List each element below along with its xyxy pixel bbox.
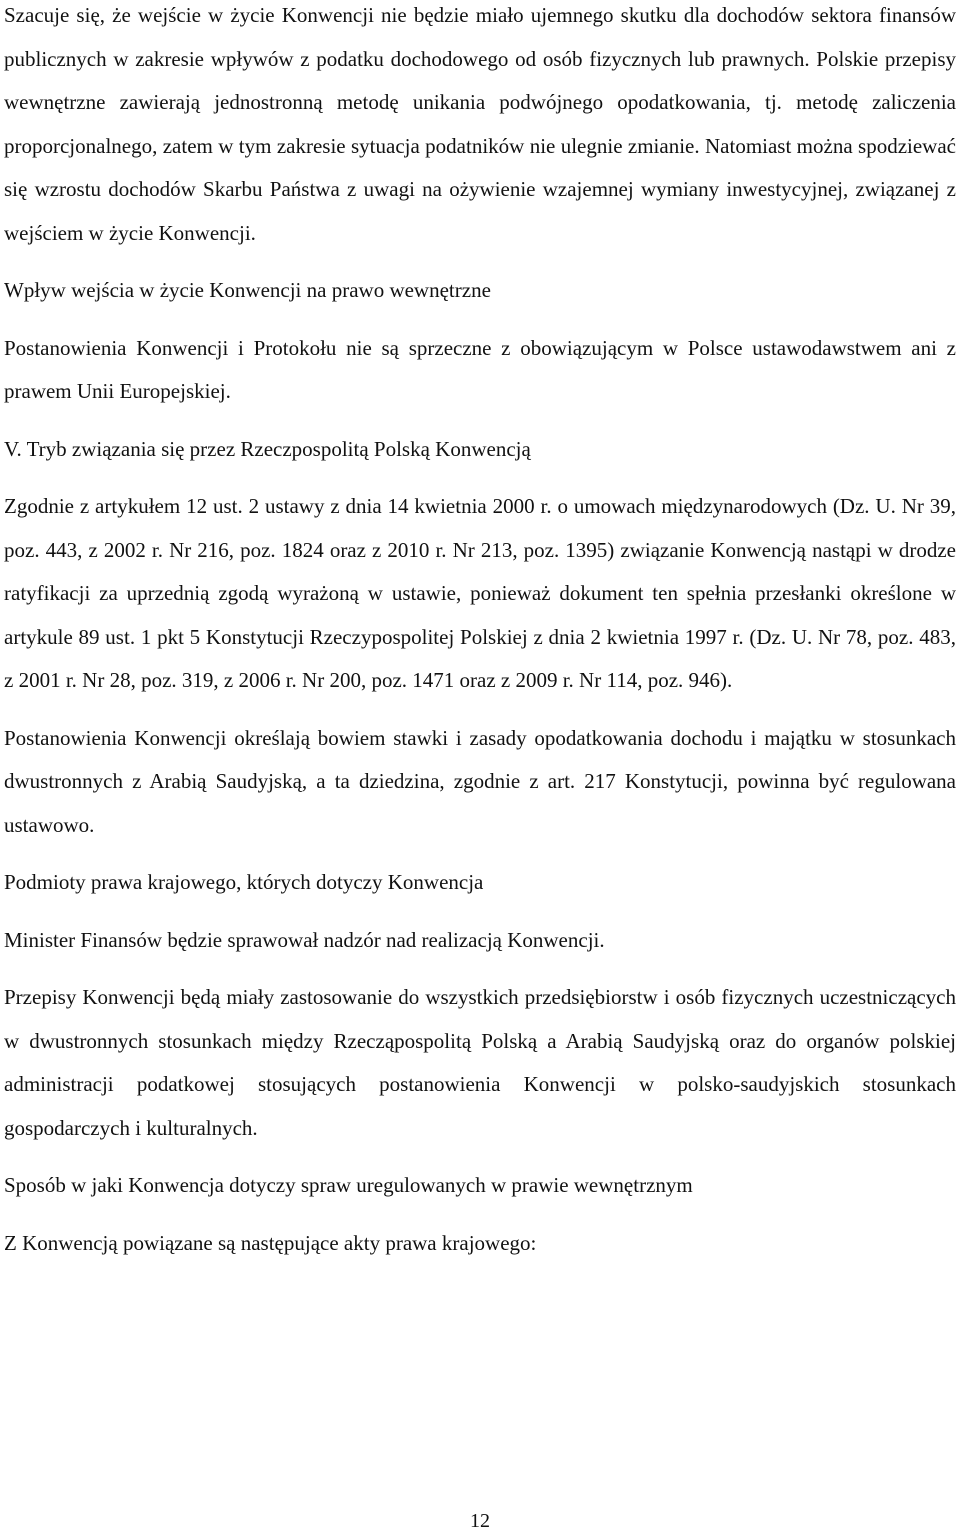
- paragraph-application-scope: Przepisy Konwencji będą miały zastosowanie do wszystkich przedsiębiorstw i osób fizycznych uczestniczących w dwustronnych stosunkach między Rzecząpospolitą Polską a Arabią Saudyjską oraz do organów polskiej administracji podatkowej stosujących postanowienia Konwencji w polsko-saudyjskich stosunkach gospodarczych i kulturalnych.: [4, 985, 956, 1140]
- page-number: 12: [470, 1510, 490, 1532]
- paragraph-related-acts: Z Konwencją powiązane są następujące akty prawa krajowego:: [4, 1230, 537, 1255]
- heading-subjects: Podmioty prawa krajowego, których dotyczy Konwencja: [4, 870, 484, 894]
- paragraph-minister-supervision: Minister Finansów będzie sprawował nadzór nad realizacją Konwencji.: [4, 927, 605, 952]
- document-body: [4, 0, 956, 1279]
- paragraph-tax-rates: Postanowienia Konwencji określają bowiem stawki i zasady opodatkowania dochodu i majątku w stosunkach dwustronnych z Arabią Saudyjską, a ta dziedzina, zgodnie z art. 217 Konstytucji, powinna być regulowana ustawowo.: [4, 725, 956, 837]
- heading-domestic-law-impact: Wpływ wejścia w życie Konwencji na prawo wewnętrzne: [4, 278, 491, 302]
- paragraph-ratification-basis: Zgodnie z artykułem 12 ust. 2 ustawy z dnia 14 kwietnia 2000 r. o umowach międzynarodowych (Dz. U. Nr 39, poz. 443, z 2002 r. Nr 216, poz. 1824 oraz z 2010 r. Nr 213, poz. 1395) związanie Konwencją nastąpi w drodze ratyfikacji za uprzednią zgodą wyrażoną w ustawie, ponieważ dokument ten spełnia przesłanki określone w artykule 89 ust. 1 pkt 5 Konstytucji Rzeczypospolitej Polskiej z dnia 2 kwietnia 1997 r. (Dz. U. Nr 78, poz. 483, z 2001 r. Nr 28, poz. 319, z 2006 r. Nr 200, poz. 1471 oraz z 2009 r. Nr 114, poz. 946).: [4, 494, 956, 692]
- paragraph-budget-impact: Szacuje się, że wejście w życie Konwencji nie będzie miało ujemnego skutku dla dochodów sektora finansów publicznych w zakresie wpływów z podatku dochodowego od osób fizycznych lub prawnych. Polskie przepisy wewnętrzne zawierają jednostronną metodę unikania podwójnego opodatkowania, tj. metodę zaliczenia proporcjonalnego, zatem w tym zakresie sytuacja podatników nie ulegnie zmianie. Natomiast można spodziewać się wzrostu dochodów Skarbu Państwa z uwagi na ożywienie wzajemnej wymiany inwestycyjnej, związanej z wejściem w życie Konwencji.: [4, 3, 956, 245]
- heading-domestic-matters: Sposób w jaki Konwencja dotyczy spraw uregulowanych w prawie wewnętrznym: [4, 1173, 693, 1197]
- heading-section-v: V. Tryb związania się przez Rzeczpospolitą Polską Konwencją: [4, 436, 531, 461]
- paragraph-compatibility: Postanowienia Konwencji i Protokołu nie są sprzeczne z obowiązującym w Polsce ustawodawstwem ani z prawem Unii Europejskiej.: [4, 335, 956, 403]
